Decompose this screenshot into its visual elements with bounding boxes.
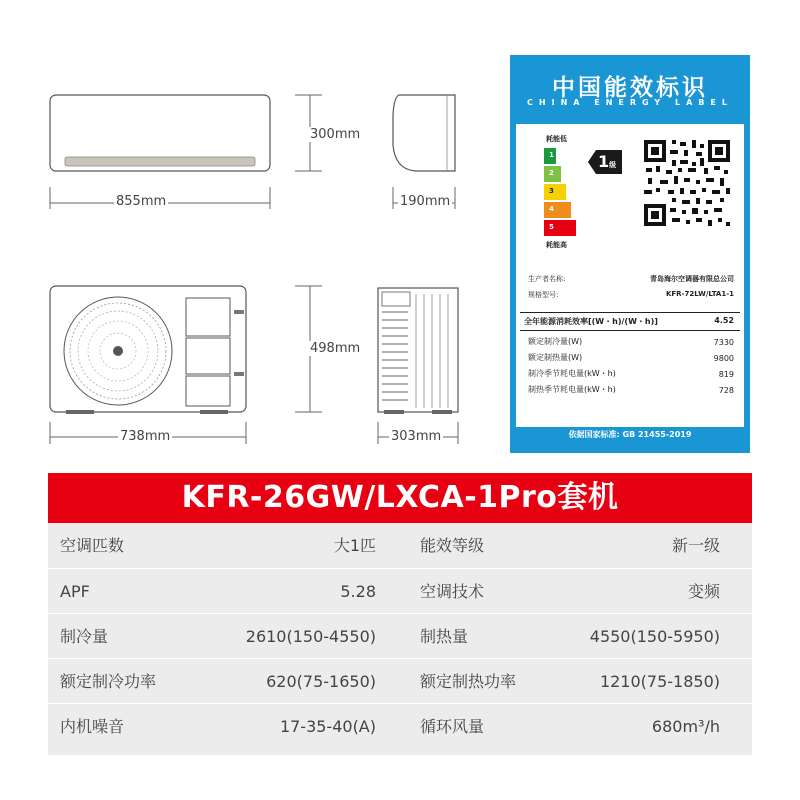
indoor-unit-front-drawing bbox=[40, 85, 370, 215]
spec-value: 4550(150-5950) bbox=[589, 627, 720, 646]
energy-label-footer: 依据国家标准: GB 21455-2019 bbox=[568, 430, 692, 439]
efficiency-label: 全年能源消耗效率[(W・h)/(W・h)] bbox=[524, 317, 658, 326]
spec-row bbox=[48, 523, 752, 568]
spec-value: 17-35-40(A) bbox=[279, 717, 376, 736]
heating-season-consumption-label: 制热季节耗电量(kW・h) bbox=[528, 385, 616, 394]
spec-label: 空调技术 bbox=[420, 582, 485, 601]
spec-row bbox=[48, 703, 752, 748]
spec-value: 2610(150-4550) bbox=[245, 627, 376, 646]
spec-header bbox=[48, 473, 752, 523]
grade-1-text: 1 bbox=[549, 151, 554, 159]
spec-label: 额定制冷功率 bbox=[60, 672, 157, 691]
spec-label: 内机噪音 bbox=[60, 717, 125, 736]
cooling-season-consumption-value: 819 bbox=[718, 370, 734, 379]
indoor-depth-dimension: 190mm bbox=[400, 194, 451, 209]
outdoor-unit-front-drawing bbox=[40, 280, 370, 450]
grade-2-text: 2 bbox=[549, 169, 554, 177]
grade-3-text: 3 bbox=[549, 187, 554, 195]
energy-label bbox=[510, 55, 750, 453]
energy-label-header bbox=[510, 55, 750, 117]
model-value: KFR-72LW/LTA1-1 bbox=[665, 290, 734, 298]
spec-row bbox=[48, 658, 752, 703]
qr-code bbox=[642, 138, 732, 228]
spec-row bbox=[48, 613, 752, 658]
outdoor-depth-dimension: 303mm bbox=[391, 429, 442, 444]
spec-label: 循环风量 bbox=[420, 717, 485, 736]
spec-label: 制冷量 bbox=[60, 627, 109, 646]
efficiency-value: 4.52 bbox=[714, 316, 734, 325]
spec-value: 680m³/h bbox=[651, 717, 720, 736]
outdoor-unit-side-drawing bbox=[370, 280, 470, 450]
energy-label-title: 中国能效标识 bbox=[552, 75, 708, 101]
low-consumption-text: 耗能低 bbox=[546, 135, 567, 143]
energy-label-subtitle: CHINA ENERGY LABEL bbox=[527, 98, 733, 107]
spec-label: 能效等级 bbox=[420, 536, 485, 555]
divider bbox=[520, 312, 740, 313]
divider bbox=[520, 330, 740, 331]
indoor-width-dimension: 855mm bbox=[116, 194, 167, 209]
rated-cooling-capacity-label: 额定制冷量(W) bbox=[528, 337, 583, 346]
spec-value: 1210(75-1850) bbox=[599, 672, 720, 691]
high-consumption-text: 耗能高 bbox=[546, 241, 567, 249]
spec-value: 5.28 bbox=[340, 582, 376, 601]
grade-4-text: 4 bbox=[549, 205, 554, 213]
spec-value: 620(75-1650) bbox=[266, 672, 376, 691]
spec-label: APF bbox=[60, 582, 90, 601]
heating-season-consumption-value: 728 bbox=[718, 386, 734, 395]
energy-label-card bbox=[516, 124, 744, 427]
manufacturer-value: 青岛海尔空调器有限总公司 bbox=[650, 275, 734, 283]
spec-table bbox=[48, 523, 752, 755]
grade-5-text: 5 bbox=[549, 223, 554, 231]
indoor-height-dimension: 300mm bbox=[310, 127, 361, 142]
spec-value: 大1匹 bbox=[333, 536, 376, 555]
grade-badge-suffix: 级 bbox=[609, 161, 617, 169]
outdoor-height-dimension: 498mm bbox=[310, 341, 361, 356]
rated-cooling-capacity-value: 7330 bbox=[713, 338, 734, 347]
spec-label: 制热量 bbox=[420, 627, 469, 646]
manufacturer-label: 生产者名称: bbox=[528, 275, 566, 283]
spec-label: 空调匹数 bbox=[60, 536, 125, 555]
cooling-season-consumption-label: 制冷季节耗电量(kW・h) bbox=[528, 369, 616, 378]
spec-value: 新一级 bbox=[671, 536, 720, 555]
model-label: 规格型号: bbox=[528, 291, 559, 299]
spec-row bbox=[48, 568, 752, 613]
model-title: KFR-26GW/LXCA-1Pro套机 bbox=[181, 480, 619, 515]
grade-badge-number: 1 bbox=[598, 152, 610, 171]
rated-heating-capacity-label: 额定制热量(W) bbox=[528, 353, 583, 362]
rated-heating-capacity-value: 9800 bbox=[713, 354, 734, 363]
outdoor-width-dimension: 738mm bbox=[120, 429, 171, 444]
spec-value: 变频 bbox=[687, 582, 720, 601]
spec-label: 额定制热功率 bbox=[420, 672, 517, 691]
grade-badge bbox=[598, 152, 616, 171]
